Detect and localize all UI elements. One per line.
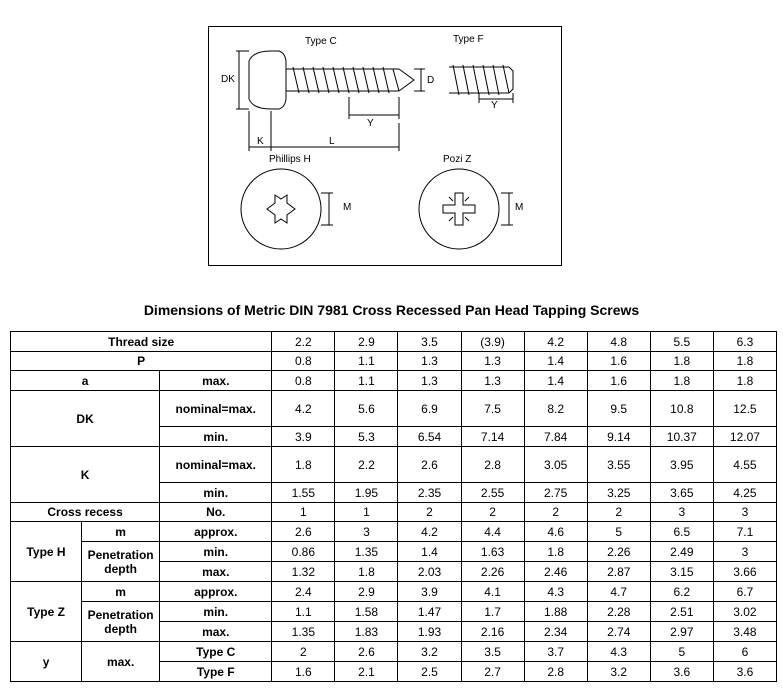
table-cell: 2.2 (335, 447, 398, 483)
a-sub: max. (160, 371, 272, 391)
type-z-pen-min-sub: min. (160, 602, 272, 622)
type-z-m-label: m (82, 582, 160, 602)
table-cell: 3.05 (524, 447, 587, 483)
type-c-label: Type C (305, 36, 337, 47)
table-cell: 3.66 (713, 562, 776, 582)
type-h-header: Type H (11, 522, 82, 582)
table-cell: 3.25 (587, 483, 650, 503)
table-cell: 2 (398, 503, 461, 522)
table-cell: 2 (272, 642, 335, 662)
dk-label: DK (221, 74, 235, 85)
k-header: K (11, 447, 160, 503)
table-cell: 3.48 (713, 622, 776, 642)
table-cell: 2 (524, 503, 587, 522)
k-min-sub: min. (160, 483, 272, 503)
l-label: L (329, 136, 335, 147)
d-label: D (427, 75, 435, 86)
table-cell: 1.35 (272, 622, 335, 642)
k-nominal-sub: nominal=max. (160, 447, 272, 483)
table-cell: 2.74 (587, 622, 650, 642)
table-cell: 3 (335, 522, 398, 542)
table-cell: 12.07 (713, 427, 776, 447)
y-sub: max. (82, 642, 160, 682)
table-row-thread-size (11, 332, 777, 352)
table-row-dk-nominal (11, 391, 777, 427)
table-cell: 1.3 (461, 352, 524, 371)
table-cell: 4.3 (587, 642, 650, 662)
a-header: a (11, 371, 160, 391)
pozi-head-circle (419, 169, 499, 249)
table-cell: 2.75 (524, 483, 587, 503)
table-cell: 4.8 (587, 332, 650, 352)
table-cell: 1.88 (524, 602, 587, 622)
table-cell: 3.6 (650, 662, 713, 682)
table-cell: 2.5 (398, 662, 461, 682)
table-cell: 2 (461, 503, 524, 522)
table-cell: 5.5 (650, 332, 713, 352)
table-cell: 4.25 (713, 483, 776, 503)
table-cell: 2.8 (461, 447, 524, 483)
table-cell: 4.6 (524, 522, 587, 542)
table-cell: 2.26 (461, 562, 524, 582)
table-cell: 6.54 (398, 427, 461, 447)
y-type-f-sub: Type F (160, 662, 272, 682)
type-z-header: Type Z (11, 582, 82, 642)
table-cell: 2.55 (461, 483, 524, 503)
table-cell: 2.35 (398, 483, 461, 503)
table-cell: 2.97 (650, 622, 713, 642)
table-cell: 1.47 (398, 602, 461, 622)
table-cell: 1 (335, 503, 398, 522)
table-cell: 1.3 (398, 352, 461, 371)
m-pozi-label: M (515, 202, 524, 213)
table-cell: 6.2 (650, 582, 713, 602)
table-cell: 4.1 (461, 582, 524, 602)
type-h-pen-max-sub: max. (160, 562, 272, 582)
type-f-label: Type F (453, 34, 484, 45)
table-cell: 1.7 (461, 602, 524, 622)
thread-size-header: Thread size (11, 332, 272, 352)
table-cell: 1.8 (713, 371, 776, 391)
table-cell: 9.14 (587, 427, 650, 447)
table-cell: 8.2 (524, 391, 587, 427)
cross-recess-header: Cross recess (11, 503, 160, 522)
table-cell: 6 (713, 642, 776, 662)
table-cell: 3.15 (650, 562, 713, 582)
table-cell: 2.49 (650, 542, 713, 562)
type-c-threads (293, 67, 399, 93)
table-cell: 7.84 (524, 427, 587, 447)
table-cell: 3 (650, 503, 713, 522)
table-cell: 2.46 (524, 562, 587, 582)
table-cell: 1.63 (461, 542, 524, 562)
dk-header: DK (11, 391, 160, 447)
type-z-pen-max-sub: max. (160, 622, 272, 642)
type-h-pen-min-sub: min. (160, 542, 272, 562)
table-cell: 2.26 (587, 542, 650, 562)
table-cell: 0.8 (272, 352, 335, 371)
dk-min-sub: min. (160, 427, 272, 447)
table-cell: 1.3 (398, 371, 461, 391)
table-cell: 4.55 (713, 447, 776, 483)
table-cell: 3.5 (461, 642, 524, 662)
table-cell: 3.6 (713, 662, 776, 682)
table-cell: 1.8 (335, 562, 398, 582)
type-h-m-sub: approx. (160, 522, 272, 542)
table-cell: 1.6 (587, 371, 650, 391)
table-cell: 2.9 (335, 582, 398, 602)
table-row-p (11, 352, 777, 371)
table-cell: 1.6 (587, 352, 650, 371)
table-cell: 7.1 (713, 522, 776, 542)
table-cell: 3.2 (587, 662, 650, 682)
table-cell: 2.1 (335, 662, 398, 682)
table-cell: 1.4 (524, 352, 587, 371)
phillips-cross-icon (267, 195, 295, 223)
table-cell: 10.8 (650, 391, 713, 427)
table-cell: 5 (650, 642, 713, 662)
table-cell: 9.5 (587, 391, 650, 427)
table-cell: 2.6 (335, 642, 398, 662)
table-cell: 1.55 (272, 483, 335, 503)
table-cell: 3.65 (650, 483, 713, 503)
screw-diagram-svg (209, 27, 563, 267)
page-title: Dimensions of Metric DIN 7981 Cross Recessed Pan Head Tapping Screws (143, 302, 640, 318)
table-cell: (3.9) (461, 332, 524, 352)
phillips-label: Phillips H (269, 154, 311, 165)
table-cell: 1.95 (335, 483, 398, 503)
table-cell: 1.3 (461, 371, 524, 391)
table-cell: 2.6 (398, 447, 461, 483)
table-row-type-h-m (11, 522, 777, 542)
table-cell: 1.58 (335, 602, 398, 622)
table-cell: 3.5 (398, 332, 461, 352)
table-cell: 1.8 (713, 352, 776, 371)
table-cell: 4.2 (272, 391, 335, 427)
table-cell: 1.1 (272, 602, 335, 622)
table-row-cross-recess (11, 503, 777, 522)
type-h-penetration-label: Penetration depth (82, 542, 160, 582)
table-cell: 2.34 (524, 622, 587, 642)
table-cell: 2.4 (272, 582, 335, 602)
y-header: y (11, 642, 82, 682)
table-cell: 4.4 (461, 522, 524, 542)
pozi-label: Pozi Z (443, 154, 472, 165)
table-cell: 1.93 (398, 622, 461, 642)
pozi-cross-icon (443, 193, 475, 225)
table-cell: 0.86 (272, 542, 335, 562)
cross-recess-sub: No. (160, 503, 272, 522)
dk-nominal-sub: nominal=max. (160, 391, 272, 427)
table-cell: 3.2 (398, 642, 461, 662)
table-cell: 4.7 (587, 582, 650, 602)
table-cell: 1.8 (524, 542, 587, 562)
table-cell: 1.4 (398, 542, 461, 562)
table-cell: 4.3 (524, 582, 587, 602)
screw-technical-drawing (208, 26, 562, 266)
table-cell: 2.16 (461, 622, 524, 642)
phillips-head-circle (241, 169, 321, 249)
table-cell: 2 (587, 503, 650, 522)
table-cell: 3.55 (587, 447, 650, 483)
table-cell: 2.2 (272, 332, 335, 352)
table-cell: 3.95 (650, 447, 713, 483)
m-phillips-label: M (343, 202, 352, 213)
table-cell: 7.5 (461, 391, 524, 427)
p-header: P (11, 352, 272, 371)
table-cell: 12.5 (713, 391, 776, 427)
table-cell: 1.35 (335, 542, 398, 562)
table-cell: 6.5 (650, 522, 713, 542)
table-cell: 2.87 (587, 562, 650, 582)
table-cell: 1.1 (335, 371, 398, 391)
table-cell: 3 (713, 503, 776, 522)
table-cell: 6.7 (713, 582, 776, 602)
type-z-penetration-label: Penetration depth (82, 602, 160, 642)
table-cell: 2.9 (335, 332, 398, 352)
table-cell: 1.1 (335, 352, 398, 371)
table-cell: 6.9 (398, 391, 461, 427)
table-cell: 2.8 (524, 662, 587, 682)
table-cell: 4.2 (524, 332, 587, 352)
table-cell: 1.6 (272, 662, 335, 682)
table-row-type-h-pen-min (11, 542, 777, 562)
table-cell: 2.03 (398, 562, 461, 582)
table-cell: 5.3 (335, 427, 398, 447)
type-z-m-sub: approx. (160, 582, 272, 602)
table-row-type-z-pen-min (11, 602, 777, 622)
table-row-a (11, 371, 777, 391)
k-label: K (257, 136, 264, 147)
table-cell: 7.14 (461, 427, 524, 447)
table-cell: 1.4 (524, 371, 587, 391)
pan-head-shape (249, 51, 286, 109)
table-cell: 2.7 (461, 662, 524, 682)
table-cell: 1.8 (650, 371, 713, 391)
table-cell: 6.3 (713, 332, 776, 352)
table-cell: 1.8 (650, 352, 713, 371)
table-row-k-nominal (11, 447, 777, 483)
table-cell: 3 (713, 542, 776, 562)
type-f-threads (453, 65, 509, 95)
table-row-y-type-c (11, 642, 777, 662)
y-type-c-label: Y (367, 118, 374, 129)
table-cell: 1 (272, 503, 335, 522)
dimensions-table (10, 331, 777, 682)
table-cell: 3.9 (272, 427, 335, 447)
table-cell: 1.83 (335, 622, 398, 642)
table-cell: 5.6 (335, 391, 398, 427)
type-h-m-label: m (82, 522, 160, 542)
table-cell: 0.8 (272, 371, 335, 391)
table-cell: 3.9 (398, 582, 461, 602)
table-row-type-z-m (11, 582, 777, 602)
table-cell: 1.8 (272, 447, 335, 483)
table-cell: 3.02 (713, 602, 776, 622)
y-type-f-label: Y (491, 100, 498, 111)
y-type-c-sub: Type C (160, 642, 272, 662)
table-cell: 5 (587, 522, 650, 542)
table-cell: 10.37 (650, 427, 713, 447)
table-cell: 3.7 (524, 642, 587, 662)
table-cell: 1.32 (272, 562, 335, 582)
table-cell: 2.51 (650, 602, 713, 622)
table-cell: 2.6 (272, 522, 335, 542)
table-cell: 4.2 (398, 522, 461, 542)
table-cell: 2.28 (587, 602, 650, 622)
